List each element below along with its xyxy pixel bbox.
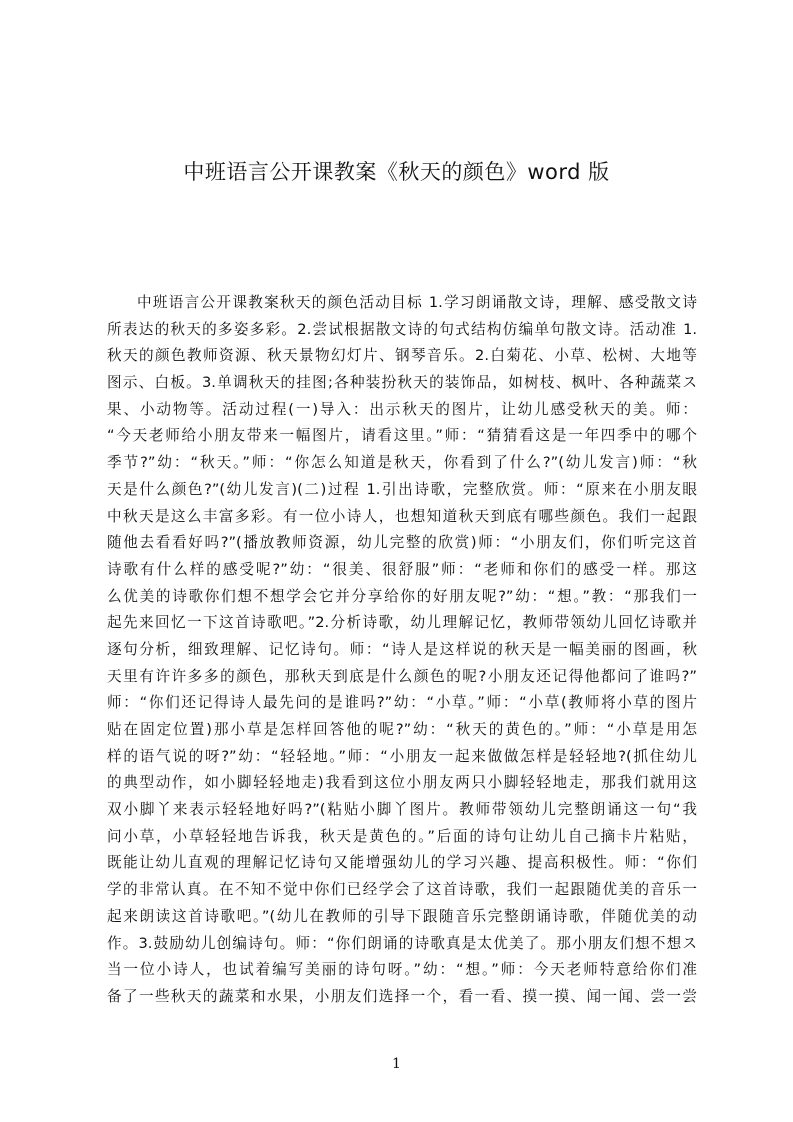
document-title: 中班语言公开课教案《秋天的颜色》word 版 [183,160,610,185]
body-line: 起来朗读这首诗歌吧。”(幼儿在教师的引导下跟随音乐完整朗诵诗歌，伴随优美的动 [107,907,697,925]
body-line: 师：“你们还记得诗人最先问的是谁吗?”幼：“小草。”师：“小草(教师将小草的图片 [107,694,697,712]
body-line: 随他去看看好吗?”(播放教师资源，幼儿完整的欣赏)师：“小朋友们，你们听完这首 [107,534,697,552]
body-line: 秋天的颜色教师资源、秋天景物幻灯片、钢琴音乐。2.白菊花、小草、松树、大地等 [107,347,697,365]
body-line: 样的语气说的呀?”幼：“轻轻地。”师：“小朋友一起来做做怎样是轻轻地?(抓住幼儿 [107,747,697,765]
body-line: 中班语言公开课教案秋天的颜色活动目标 1.学习朗诵散文诗，理解、感受散文诗 [137,294,697,311]
body-line: 作。3.鼓励幼儿创编诗句。师：“你们朗诵的诗歌真是太优美了。那小朋友们想不想ス [107,934,697,952]
body-line: “今天老师给小朋友带来一幅图片，请看这里。”师：“猜猜看这是一年四季中的哪个 [107,427,697,445]
body-line: 的典型动作，如小脚轻轻地走)我看到这位小朋友两只小脚轻轻地走，那我们就用这 [107,774,697,792]
body-line: 诗歌有什么样的感受呢?”幼：“很美、很舒服”师：“老师和你们的感受一样。那这 [107,560,697,578]
body-line: 双小脚丫来表示轻轻地好吗?”(粘贴小脚丫图片。教师带领幼儿完整朗诵这一句“我 [107,801,697,819]
body-line: 备了一些秋天的蔬菜和水果，小朋友们选择一个，看一看、摸一摸、闻一闻、尝一尝 [107,987,697,1005]
body-line: 学的非常认真。在不知不觉中你们已经学会了这首诗歌，我们一起跟随优美的音乐一 [107,881,697,899]
body-line: 所表达的秋天的多姿多彩。2.尝试根据散文诗的句式结构仿编单句散文诗。活动准 1. [107,320,697,338]
document-body [107,290,697,1011]
page-number: 1 [392,1056,401,1072]
body-line: 么优美的诗歌你们想不想学会它并分享给你的好朋友呢?”幼：“想。”教：“那我们一 [107,587,697,605]
body-line: 当一位小诗人，也试着编写美丽的诗句呀。”幼：“想。”师：今天老师特意给你们准 [107,961,697,979]
body-line: 逐句分析，细致理解、记忆诗句。师：“诗人是这样说的秋天是一幅美丽的图画，秋 [107,640,697,658]
body-line: 既能让幼儿直观的理解记忆诗句又能增强幼儿的学习兴趣、提高积极性。师：“你们 [107,854,697,872]
body-line: 中秋天是这么丰富多彩。有一位小诗人，也想知道秋天到底有哪些颜色。我们一起跟 [107,507,697,525]
body-line: 贴在固定位置)那小草是怎样回答他的呢?”幼：“秋天的黄色的。”师：“小草是用怎 [107,721,697,738]
body-line: 图示、白板。3.单调秋天的挂图;各种装扮秋天的装饰品，如树枝、枫叶、各种蔬菜ス [107,374,697,392]
body-line: 天里有许许多多的颜色，那秋天到底是什么颜色的呢?小朋友还记得他都问了谁吗?” [107,667,697,685]
body-line: 问小草，小草轻轻地告诉我，秋天是黄色的。”后面的诗句让幼儿自己摘卡片粘贴， [107,827,697,845]
body-line: 季节?”幼：“秋天。”师：“你怎么知道是秋天，你看到了什么?”(幼儿发言)师：“秋 [107,454,697,472]
body-line: 起先来回忆一下这首诗歌吧。”2.分析诗歌，幼儿理解记忆，教师带领幼儿回忆诗歌并 [107,614,697,632]
body-line: 果、小动物等。活动过程(一)导入：出示秋天的图片，让幼儿感受秋天的美。师： [107,400,697,418]
body-line: 天是什么颜色?”(幼儿发言)(二)过程 1.引出诗歌，完整欣赏。师：“原来在小朋友眼 [107,480,697,498]
